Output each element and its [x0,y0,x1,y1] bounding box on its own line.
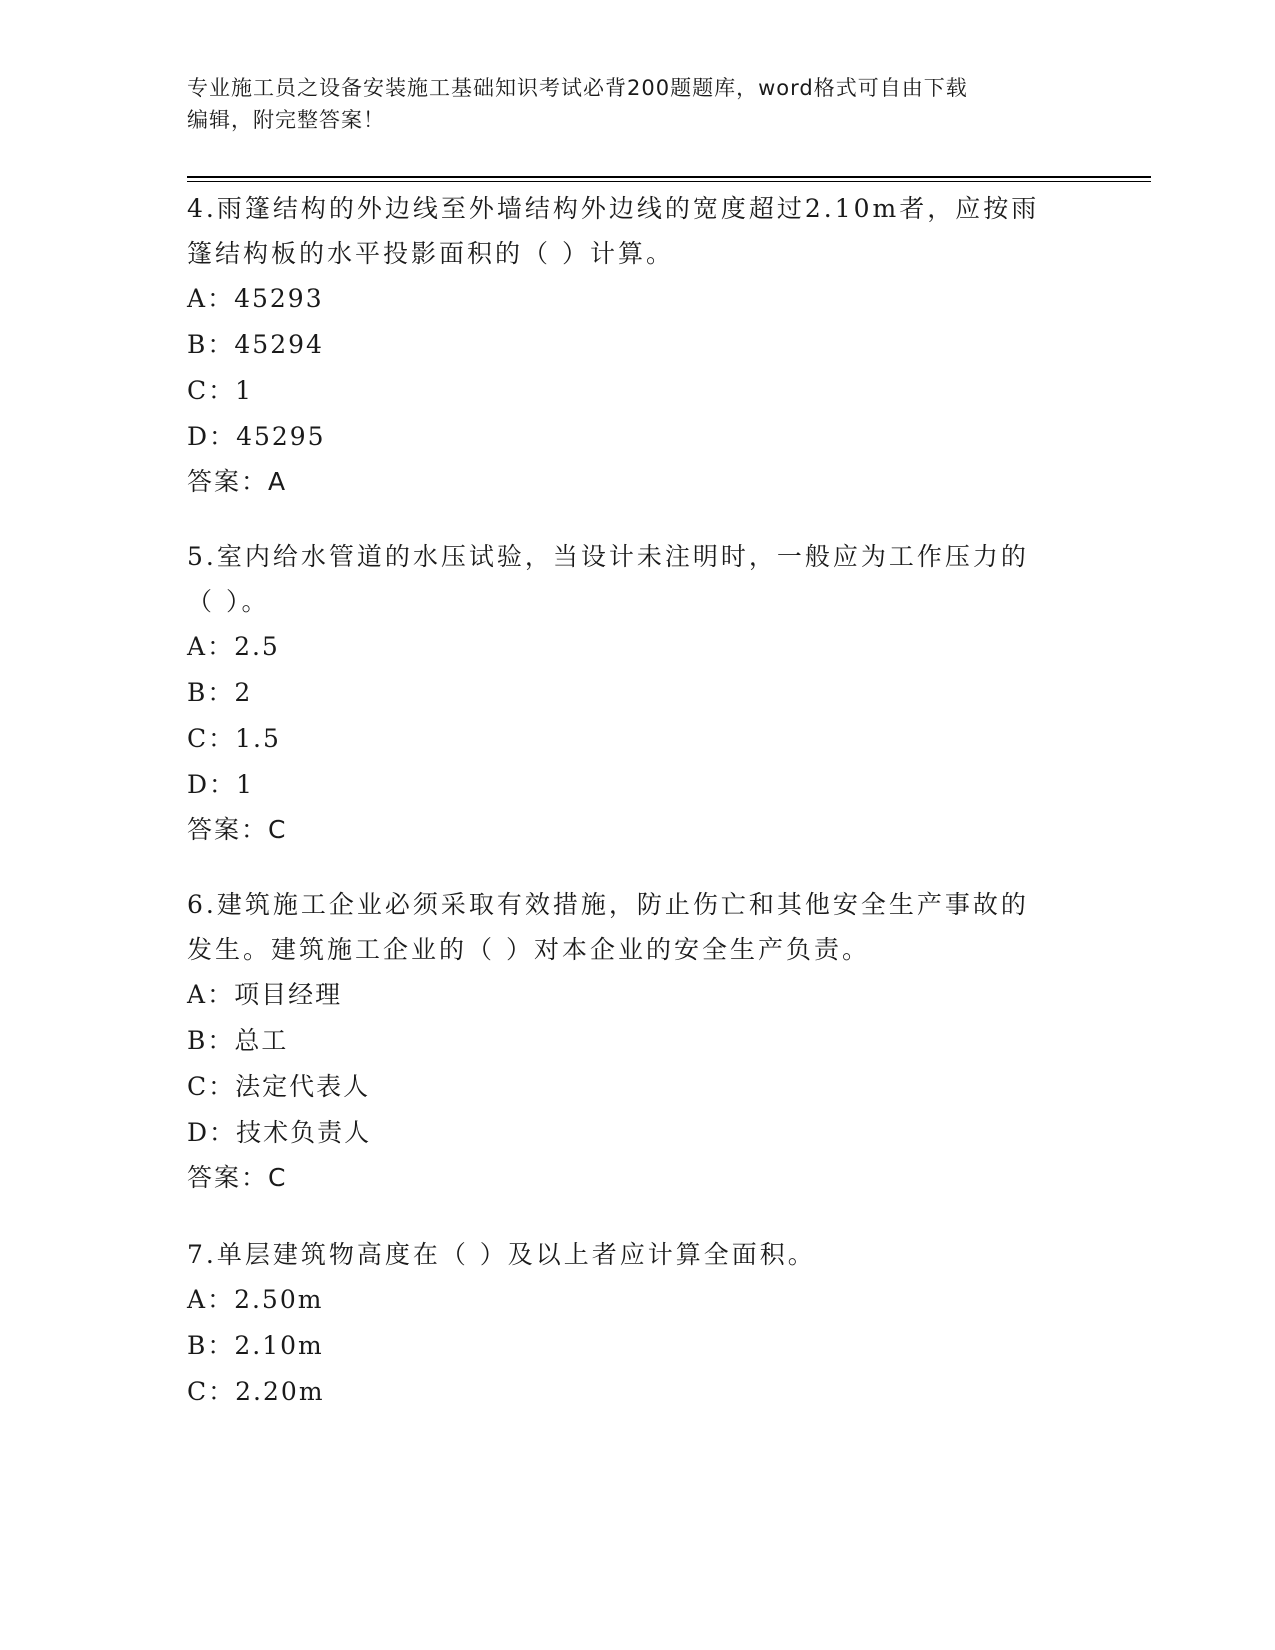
answer-label: 答案： [187,815,269,844]
option-text: 45294 [234,330,324,359]
option-text: 45293 [234,284,324,313]
option-letter: A [187,284,208,313]
option-letter: A [187,1285,208,1314]
option-separator: ： [208,724,236,753]
question-text-line: 7.单层建筑物高度在（ ）及以上者应计算全面积。 [187,1240,816,1269]
option-text: 2.20m [235,1377,325,1406]
option-separator: ： [207,980,235,1009]
option-d [187,414,1067,460]
question-text-line: （ ）。 [187,587,270,616]
answer-label: 答案： [187,467,269,496]
option-letter: B [187,1331,208,1360]
option-c [187,1369,1067,1415]
document-header [187,72,1087,136]
option-text: 总工 [234,1026,289,1055]
option-d [187,1110,1067,1156]
option-b [187,670,1067,716]
option-text: 项目经理 [234,980,343,1009]
question-7 [187,1232,1067,1415]
option-c [187,368,1067,414]
option-b [187,1018,1067,1064]
header-rule [187,176,1151,178]
option-text: 1 [235,376,254,405]
option-letter: D [187,422,210,451]
option-separator: ： [207,1331,235,1360]
option-text: 2.50m [234,1285,324,1314]
question-text-line: 4.雨篷结构的外边线至外墙结构外边线的宽度超过2.10m者，应按雨 [187,194,1040,223]
option-text: 2.5 [234,632,280,661]
option-separator: ： [207,1285,235,1314]
option-letter: A [187,632,208,661]
option-letter: D [187,770,210,799]
option-letter: C [187,724,209,753]
option-separator: ： [207,1026,235,1055]
option-separator: ： [209,1118,237,1147]
option-letter: C [187,1072,209,1101]
option-text: 45295 [236,422,326,451]
header-line-1: 专业施工员之设备安装施工基础知识考试必背200题题库，word格式可自由下载 [187,76,968,100]
answer-value: C [268,815,288,844]
option-c [187,1064,1067,1110]
option-separator: ： [209,770,237,799]
option-separator: ： [207,284,235,313]
option-b [187,322,1067,368]
option-letter: B [187,330,208,359]
answer-line [187,1156,1067,1200]
option-letter: B [187,1026,208,1055]
option-separator: ： [207,330,235,359]
option-letter: A [187,980,208,1009]
answer-value: A [268,467,288,496]
option-text: 技术负责人 [236,1118,372,1147]
answer-line [187,808,1067,852]
question-text-line: 篷结构板的水平投影面积的（ ）计算。 [187,239,674,268]
option-separator: ： [207,632,235,661]
option-text: 2 [234,678,253,707]
answer-label: 答案： [187,1163,269,1192]
option-a [187,276,1067,322]
option-a [187,624,1067,670]
option-letter: C [187,1377,209,1406]
question-text-line: 6.建筑施工企业必须采取有效措施，防止伤亡和其他安全生产事故的 [187,890,1029,919]
option-d [187,762,1067,808]
option-a [187,972,1067,1018]
option-text: 1 [236,770,254,799]
option-letter: B [187,678,208,707]
option-text: 2.10m [234,1331,324,1360]
option-letter: D [187,1118,210,1147]
option-c [187,716,1067,762]
option-text: 法定代表人 [235,1072,371,1101]
answer-line [187,460,1067,504]
option-separator: ： [208,376,236,405]
option-separator: ： [208,1072,236,1101]
option-b [187,1323,1067,1369]
question-text-line: 5.室内给水管道的水压试验，当设计未注明时，一般应为工作压力的 [187,542,1029,571]
option-letter: C [187,376,209,405]
header-rule-thin [187,181,1151,182]
question-5 [187,534,1067,852]
answer-value: C [268,1163,288,1192]
option-text: 1.5 [235,724,281,753]
option-a [187,1277,1067,1323]
question-text-line: 发生。建筑施工企业的（ ）对本企业的安全生产负责。 [187,935,870,964]
question-4 [187,186,1067,504]
option-separator: ： [208,1377,236,1406]
option-separator: ： [209,422,237,451]
option-separator: ： [207,678,235,707]
question-6 [187,882,1067,1200]
header-line-2: 编辑，附完整答案！ [187,108,385,132]
